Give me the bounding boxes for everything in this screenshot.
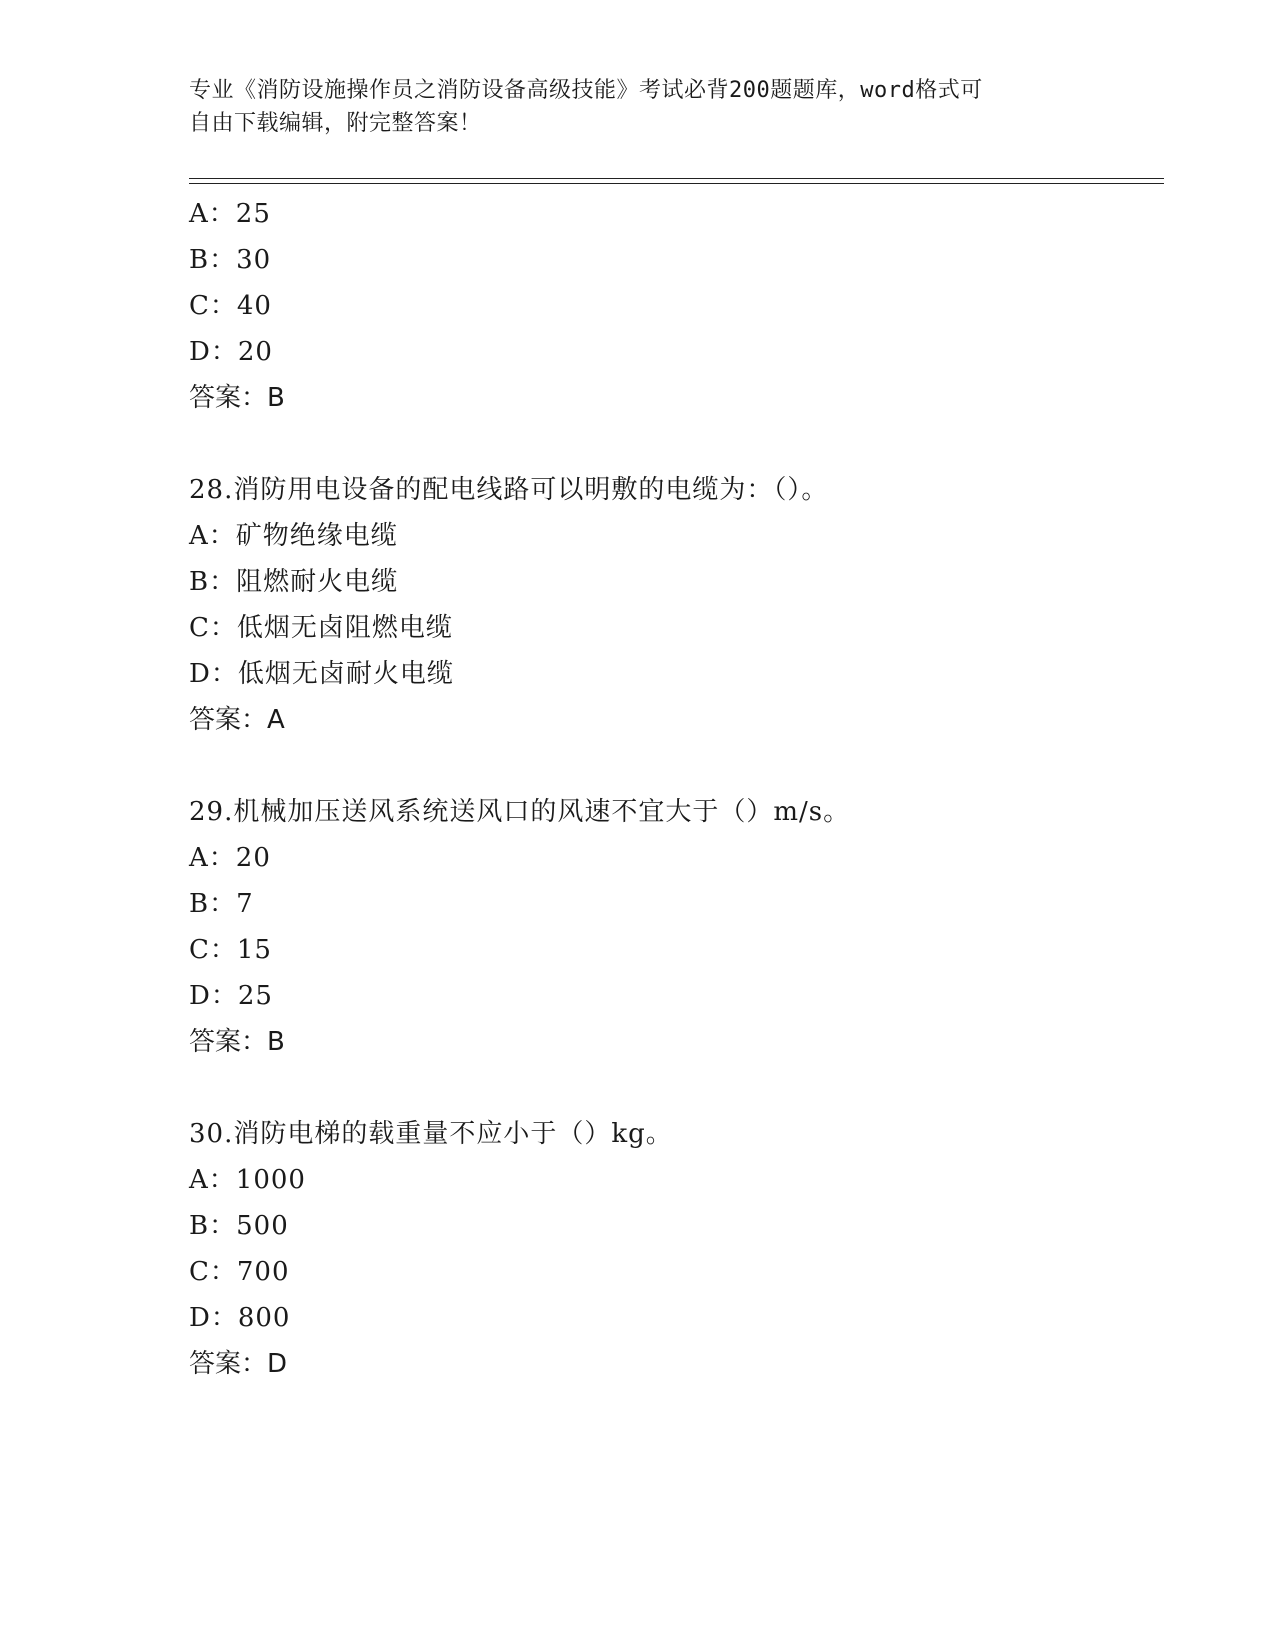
spacer <box>189 421 1149 467</box>
option-c: C：40 <box>189 291 272 321</box>
header-divider-top <box>189 178 1164 179</box>
header-line-2: 自由下载编辑，附完整答案！ <box>189 111 482 136</box>
question-stem: 28.消防用电设备的配电线路可以明敷的电缆为：（）。 <box>189 475 829 505</box>
option-a: A：1000 <box>189 1165 306 1195</box>
option-a: A：20 <box>189 843 271 873</box>
option-d: D：20 <box>189 337 273 367</box>
question-block-30 <box>189 1111 1149 1387</box>
question-block-27 <box>189 191 1149 421</box>
answer-line: 答案：D <box>189 1349 288 1379</box>
header-line-1: 专业《消防设施操作员之消防设备高级技能》考试必背200题题库，word格式可 <box>189 78 983 103</box>
option-b: B：500 <box>189 1211 289 1241</box>
option-d: D：低烟无卤耐火电缆 <box>189 659 454 689</box>
option-c: C：15 <box>189 935 272 965</box>
option-b: B：阻燃耐火电缆 <box>189 567 399 597</box>
option-c: C：低烟无卤阻燃电缆 <box>189 613 453 643</box>
option-d: D：800 <box>189 1303 291 1333</box>
option-d: D：25 <box>189 981 273 1011</box>
spacer <box>189 743 1149 789</box>
answer-line: 答案：A <box>189 705 285 735</box>
question-block-28 <box>189 467 1149 743</box>
option-c: C：700 <box>189 1257 290 1287</box>
answer-line: 答案：B <box>189 383 285 413</box>
question-stem: 29.机械加压送风系统送风口的风速不宜大于（）m/s。 <box>189 797 851 827</box>
spacer <box>189 1065 1149 1111</box>
question-stem: 30.消防电梯的载重量不应小于（）kg。 <box>189 1119 673 1149</box>
option-b: B：7 <box>189 889 254 919</box>
option-a: A：25 <box>189 199 271 229</box>
answer-line: 答案：B <box>189 1027 285 1057</box>
option-b: B：30 <box>189 245 272 275</box>
option-a: A：矿物绝缘电缆 <box>189 521 398 551</box>
question-block-29 <box>189 789 1149 1065</box>
document-header <box>189 74 1089 140</box>
header-divider-bottom <box>189 183 1164 184</box>
question-list <box>189 191 1149 1387</box>
